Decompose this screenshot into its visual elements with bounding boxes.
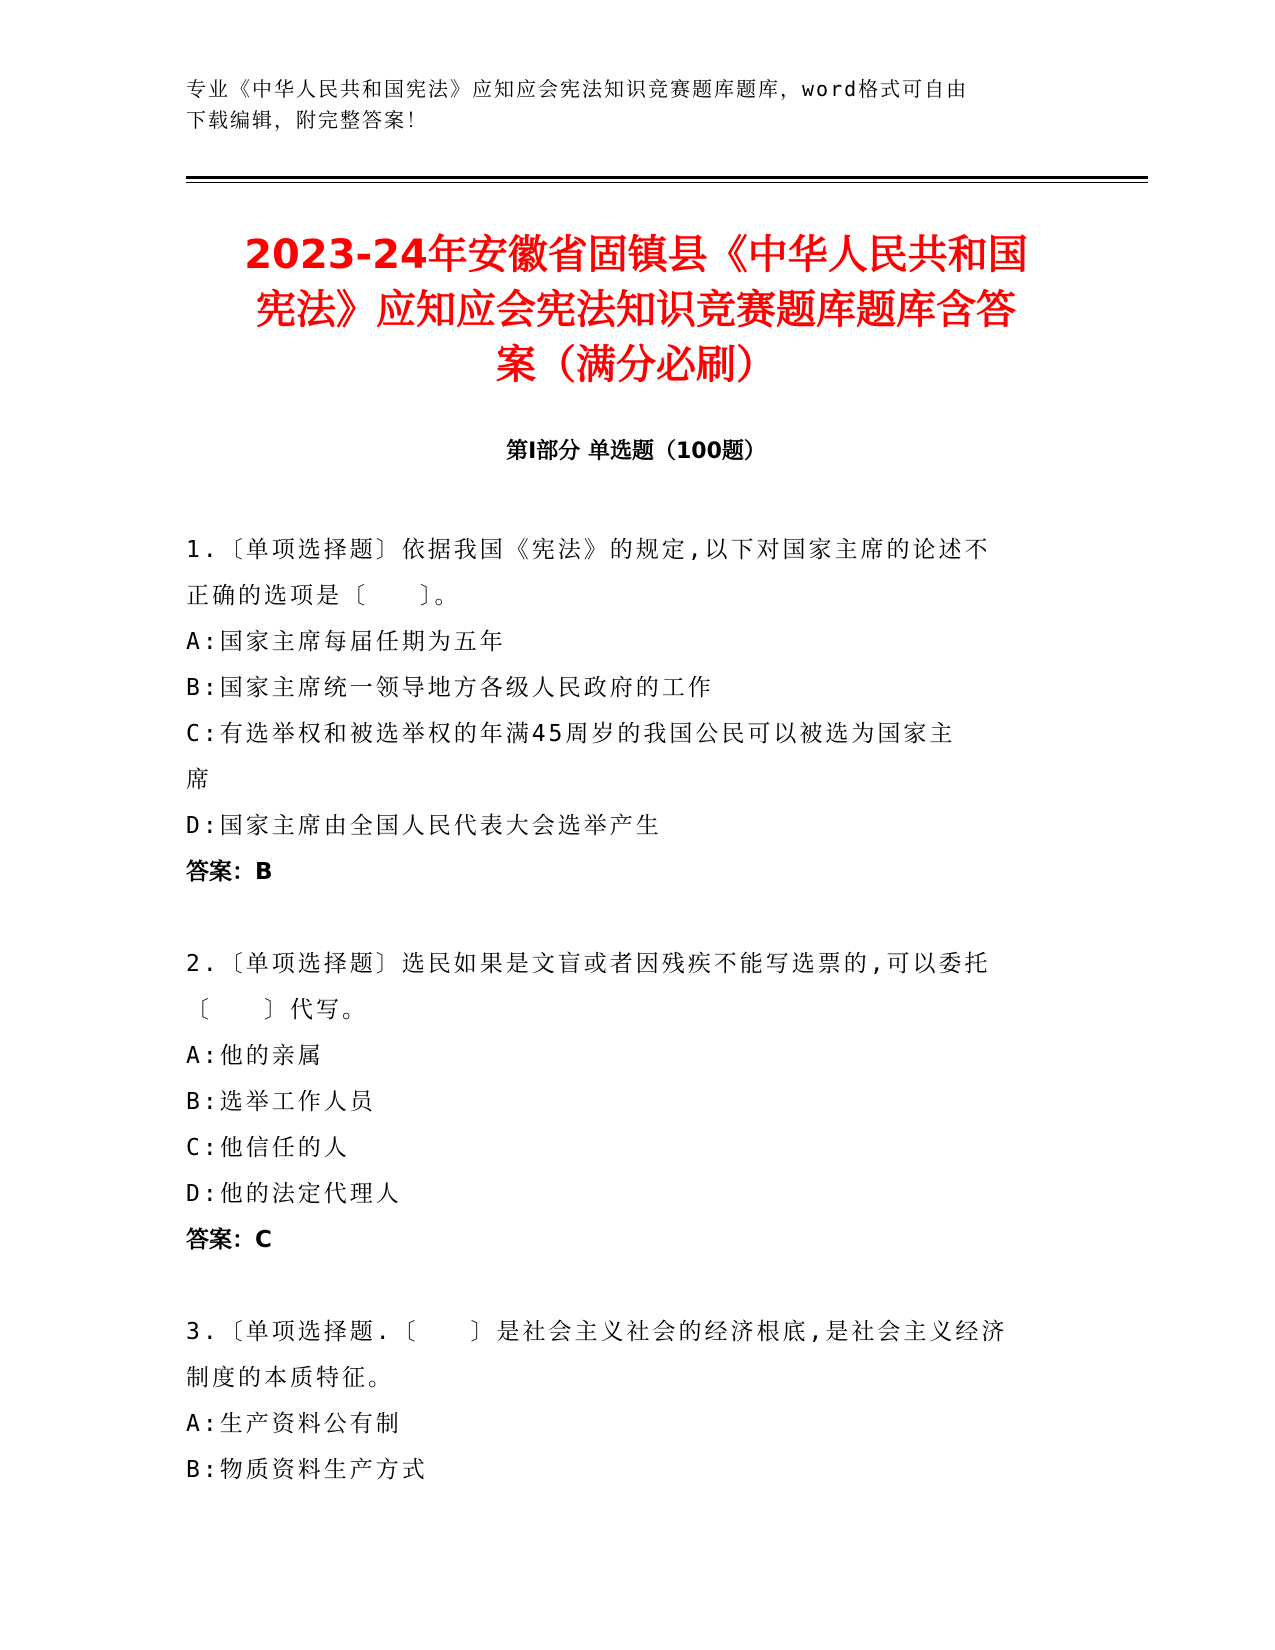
question-1-option-c-line-1: C:有选举权和被选举权的年满45周岁的我国公民可以被选为国家主 [186, 721, 956, 747]
question-1-stem-line-1: 1.〔单项选择题〕依据我国《宪法》的规定,以下对国家主席的论述不 [186, 537, 991, 563]
title-line-3: 案（满分必刷） [496, 342, 776, 388]
question-2-option-b: B:选举工作人员 [186, 1089, 376, 1115]
question-3-stem-line-1: 3.〔单项选择题.〔 〕是社会主义社会的经济根底,是社会主义经济 [186, 1319, 1008, 1345]
question-2-option-d: D:他的法定代理人 [186, 1181, 402, 1207]
document-header-note [186, 74, 1066, 136]
question-3-option-a: A:生产资料公有制 [186, 1411, 402, 1437]
question-list [186, 527, 1086, 1539]
question-2-answer: 答案：C [186, 1227, 272, 1253]
header-divider-thin [186, 182, 1148, 183]
question-2 [186, 941, 1086, 1263]
question-1-option-d: D:国家主席由全国人民代表大会选举产生 [186, 813, 662, 839]
question-3-stem-line-2: 制度的本质特征。 [186, 1365, 394, 1391]
question-1-stem-line-2: 正确的选项是〔 〕。 [186, 583, 461, 609]
section-heading: 第I部分 单选题（100题） [506, 439, 766, 464]
question-3 [186, 1309, 1086, 1493]
question-1 [186, 527, 1086, 895]
header-divider-thick [186, 176, 1148, 179]
header-note-line-1: 专业《中华人民共和国宪法》应知应会宪法知识竞赛题库题库，word格式可自由 [186, 77, 969, 101]
question-1-answer: 答案：B [186, 859, 273, 885]
header-note-line-2: 下载编辑，附完整答案！ [186, 108, 428, 132]
title-line-2: 宪法》应知应会宪法知识竞赛题库题库含答 [256, 287, 1016, 333]
question-2-option-c: C:他信任的人 [186, 1135, 350, 1161]
question-1-option-b: B:国家主席统一领导地方各级人民政府的工作 [186, 675, 714, 701]
title-line-1: 2023-24年安徽省固镇县《中华人民共和国 [244, 232, 1028, 278]
question-2-stem-line-2: 〔 〕代写。 [186, 997, 368, 1023]
question-1-option-a: A:国家主席每届任期为五年 [186, 629, 506, 655]
question-2-option-a: A:他的亲属 [186, 1043, 324, 1069]
question-1-option-c-line-2: 席 [186, 767, 212, 793]
document-title [186, 228, 1086, 393]
question-2-stem-line-1: 2.〔单项选择题〕选民如果是文盲或者因残疾不能写选票的,可以委托 [186, 951, 991, 977]
question-3-option-b: B:物质资料生产方式 [186, 1457, 428, 1483]
